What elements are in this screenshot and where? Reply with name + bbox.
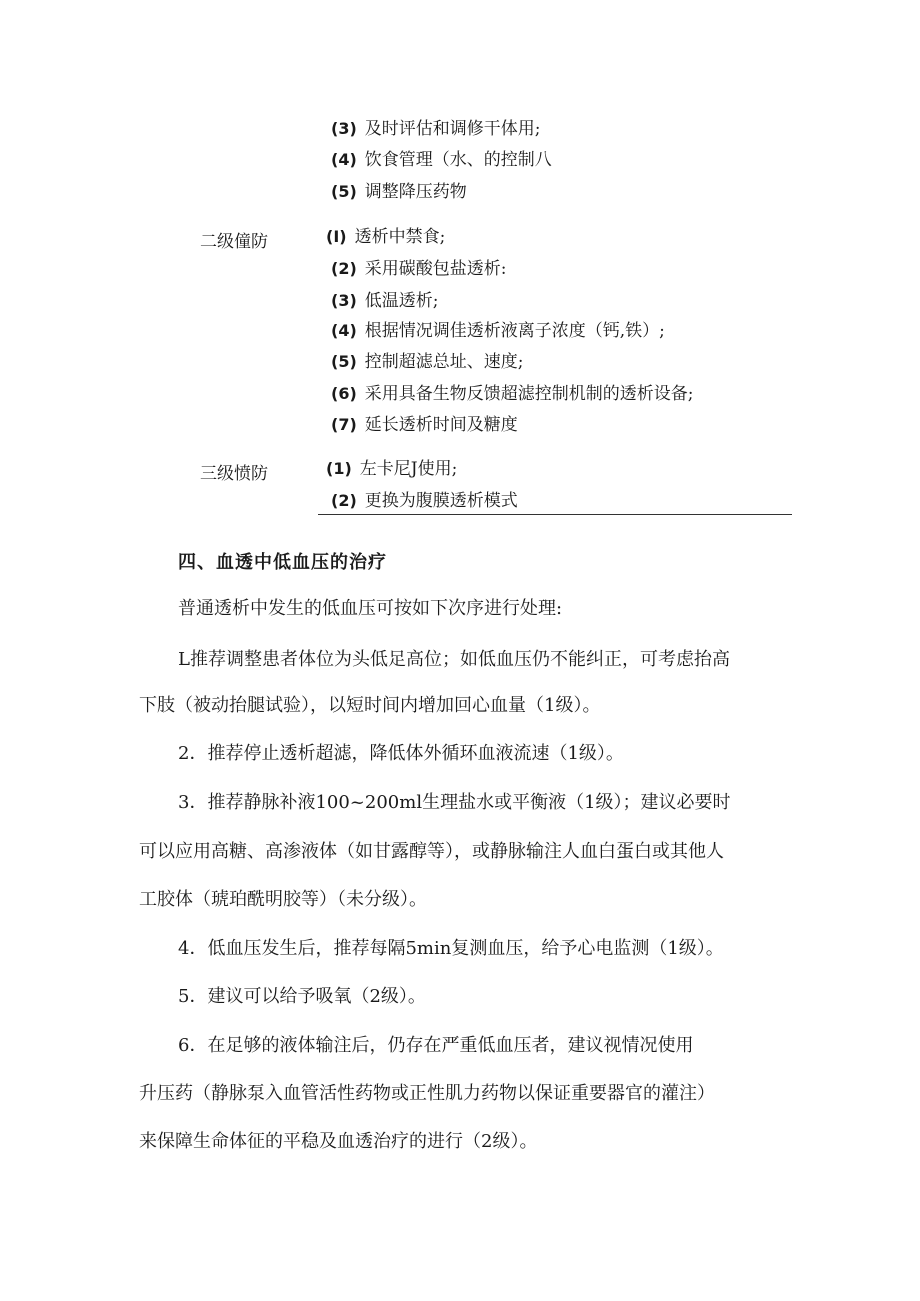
item-number: (1) (326, 459, 352, 478)
para-line-4: 3．推荐静脉补液100~200ml生理盐水或平衡液（1级）；建议必要时 (178, 792, 731, 813)
item-text: 左卡尼J使用; (359, 459, 458, 479)
item-number: (6) (331, 384, 357, 403)
primary-item-3 (331, 118, 541, 140)
para-line-6: 工胶体（琥珀酰明胶等）（未分级）。 (139, 889, 427, 910)
primary-item-4 (331, 149, 552, 171)
item-text: 采用碳酸包盐透析: (364, 259, 507, 279)
para-line-8: 5．建议可以给予吸氧（2级）。 (178, 986, 426, 1007)
para-line-2: 下肢（被动抬腿试验），以短时间内增加回心血量（1级）。 (139, 695, 601, 716)
item-text: 延长透析时间及糖度 (364, 415, 518, 435)
item-text: 透析中禁食; (354, 227, 446, 247)
intro-paragraph: 普通透析中发生的低血压可按如下次序进行处理: (178, 598, 563, 619)
item-text: 低温透析; (364, 291, 439, 311)
secondary-item-6 (331, 383, 694, 405)
para-line-10: 升压药（静脉泵入血管活性药物或正性肌力药物以保证重要器官的灌注） (139, 1083, 715, 1104)
secondary-item-7 (331, 414, 518, 436)
item-number: (2) (331, 491, 357, 510)
tertiary-item-1 (326, 458, 457, 480)
para-line-7: 4．低血压发生后，推荐每隔5min复测血压，给予心电监测（1级）。 (178, 938, 724, 959)
item-number: (3) (331, 291, 357, 310)
item-number: (4) (331, 150, 357, 169)
primary-item-5 (331, 181, 467, 203)
item-number: (3) (331, 119, 357, 138)
item-number: (5) (331, 182, 357, 201)
table-bottom-rule (318, 514, 792, 515)
item-text: 控制超滤总址、速度; (364, 352, 524, 372)
item-text: 采用具备生物反馈超滤控制机制的透析设备; (364, 384, 694, 404)
para-line-5: 可以应用高糖、高渗液体（如甘露醇等），或静脉输注人血白蛋白或其他人 (139, 841, 724, 862)
secondary-item-1 (326, 226, 445, 248)
item-number: (7) (331, 415, 357, 434)
secondary-prevention-label: 二级僮防 (200, 232, 268, 252)
para-line-9: 6．在足够的液体输注后，仍存在严重低血压者，建议视情况使用 (178, 1035, 694, 1056)
item-number: (2) (331, 259, 357, 278)
item-text: 调整降压药物 (364, 182, 467, 202)
secondary-item-3 (331, 290, 439, 312)
secondary-item-5 (331, 351, 524, 373)
secondary-item-4 (331, 320, 665, 342)
para-line-1: L推荐调整患者体位为头低足高位；如低血压仍不能纠正，可考虑抬高 (178, 649, 730, 670)
tertiary-item-2 (331, 490, 518, 512)
item-text: 及时评估和调修干体用; (364, 119, 541, 139)
section-heading: 四、血透中低血压的治疗 (178, 552, 387, 573)
para-line-3: 2．推荐停止透析超滤，降低体外循环血液流速（1级）。 (178, 743, 624, 764)
para-line-11: 来保障生命体征的平稳及血透治疗的进行（2级）。 (139, 1131, 538, 1152)
secondary-item-2 (331, 258, 507, 280)
item-number: (5) (331, 352, 357, 371)
item-text: 更换为腹膜透析模式 (364, 491, 518, 511)
item-number: (4) (331, 321, 357, 340)
item-text: 饮食管理（水、的控制八 (364, 150, 552, 170)
item-text: 根据情况调佳透析液离子浓度（钙,铁）; (364, 321, 665, 341)
tertiary-prevention-label: 三级愤防 (200, 464, 268, 484)
item-number: (I) (326, 227, 347, 246)
